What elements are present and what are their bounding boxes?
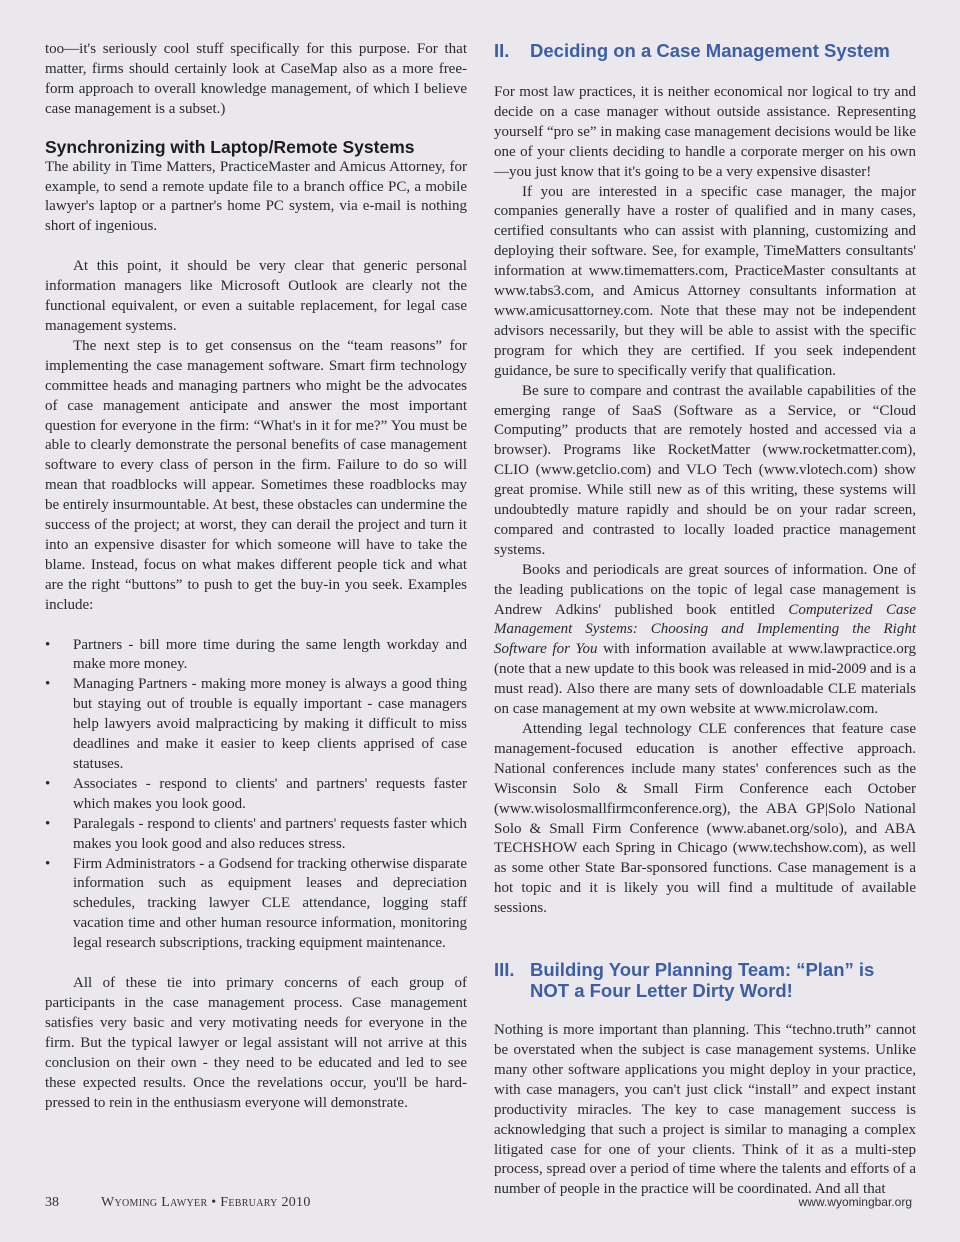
generic-pim-paragraph: At this point, it should be very clear that generic personal information managers like Microsoft Outlook are clearly not the functional equivalent, or even a suitable replacement, for legal case management systems. — [45, 258, 467, 334]
consultants-paragraph: If you are interested in a specific case manager, the major companies generally have a roster of qualified and in many cases, certified consultants who can assist with planning, customizing and deploying their software. See, for example, TimeMatters consultants' information at www.timematters.com, PracticeMaster consultants at www.tabs3.com, and Amicus Attorney consultants information at www.amicusattorney.com. Note that these may not be independent advisors necessarily, but they will be able to assist with the specific program for which they are certified. If you seek independent guidance, be sure to specifically verify that qualification. — [494, 183, 916, 379]
list-item: • Associates - respond to clients' and partners' requests faster which makes you look good. — [45, 775, 467, 812]
conferences-paragraph: Attending legal technology CLE conferences that feature case management-focused education is another effective approach. National conferences include many states' conferences such as the Wisconsin Solo & Small Firm Conference each October (www.wisolosmallfirmconference.org), the ABA GP|Solo National Solo & Small Firm Conference (www.abanet.org/solo), and ABA TECHSHOW each Spring in Chicago (www.techshow.com), as well as some other State Bar-sponsored functions. Case management is a hot topic and it is likely you will find a multitude of available sessions. — [494, 721, 916, 917]
paragraph-gap — [45, 616, 467, 636]
page-number: 38 — [45, 1195, 59, 1210]
bullet-icon: • — [45, 676, 51, 693]
list-item: • Firm Administrators - a Godsend for tracking otherwise disparate information such as equipment leases and depreciation schedules, tracking lawyer CLE attendance, logging staff vacation time and other human resource information, monitoring legal research subscriptions, tracking equipment maintenance. — [45, 855, 467, 952]
benefits-list — [45, 636, 467, 955]
section-number: III. — [494, 959, 515, 981]
list-item: • Partners - bill more time during the same length workday and make more money. — [45, 636, 467, 673]
section-number: II. — [494, 40, 510, 61]
saas-paragraph: Be sure to compare and contrast the available capabilities of the emerging range of SaaS (Software as a Service, or “Cloud Computing” products that are remotely hosted and accessed via a browser). Programs like RocketMatter (www.rocketmatter.com), CLIO (www.getclio.com) and VLO Tech (www.vlotech.com) show great promise. While still new as of this writing, these systems will undoubtedly mature rapidly and should be on your radar screen, compared and contrasted to locally loaded practice management systems. — [494, 382, 916, 558]
bullet-icon: • — [45, 636, 51, 653]
section-heading-deciding — [494, 40, 916, 61]
books-paragraph: Books and periodicals are great sources of information. One of the leading publications on the topic of legal case management is Andrew Adkins' published book entitled Computerized Case Management Systems: Choosing and Implementing the Right Software for You with information available at www.lawpractice.org (note that a new update to this book was released in mid-2009 and is a must read). Also there are many sets of downloadable CLE materials on case management at my own website at www.microlaw.com. — [494, 561, 917, 718]
bullet-icon: • — [45, 815, 51, 832]
planning-paragraph: Nothing is more important than planning. This “techno.truth” cannot be overstated when the subject is case management systems. Unlike many other software applications you might deploy in your practice, with case managers, you can't just click “install” and expect instant productivity miracles. The key to case management success is acknowledging that such a project is similar to managing a complex litigated case for one of your clients. Think of it as a multi-step process, spread over a period of time where the talents and efforts of a number of people in the practice will be coordinated. And all that — [494, 1022, 916, 1198]
bullet-icon: • — [45, 855, 51, 872]
section-heading-planning — [494, 959, 916, 1001]
list-item: • Managing Partners - making more money is always a good thing but staying out of trouble is equally important - case managers help lawyers avoid malpracticing by making it difficult to miss deadlines and make it easier to keep clients apprised of case statuses. — [45, 676, 467, 772]
page-footer — [45, 1195, 912, 1211]
consensus-paragraph: The next step is to get consensus on the “team reasons” for implementing the case management software. Smart firm technology committee heads and managing partners who might be the advocates of case management anticipate and answer the most important question for everyone in the firm: “What's in it for me?” You must be able to clearly demonstrate the personal benefits of case management software to every class of person in the firm. Failure to do so will mean that roadblocks will appear. Sometimes these roadblocks may be entirely insurmountable. At best, these obstacles can undermine the success of the project; at worst, they can derail the project and turn it into an expensive disaster for which someone will have to take the blame. Instead, focus on what makes different people tick and what are the right “buttons” to push to get the buy-in you seek. Examples include: — [45, 337, 467, 613]
law-practices-paragraph: For most law practices, it is neither economical nor logical to try and decide on a case manager without outside assistance. Representing yourself “pro se” in making case management decisions would be like one of your clients deciding to handle a corporate merger on his own—you just know that it's going to be a very expensive disaster! — [494, 84, 916, 180]
section-title: Building Your Planning Team: “Plan” is NOT a Four Letter Dirty Word! — [530, 959, 875, 1002]
book-title: Computerized Case Management Systems: Choosing and Implementing the Right Software for You — [494, 601, 916, 658]
bullet-icon: • — [45, 775, 51, 792]
left-column — [45, 40, 467, 1113]
right-column — [494, 40, 916, 1200]
section-title: Deciding on a Case Management System — [530, 40, 890, 61]
footer-url: www.wyomingbar.org — [798, 1195, 912, 1209]
participants-paragraph: All of these tie into primary concerns of each group of participants in the case management process. Case management satisfies very basic and very motivating needs for everyone in the firm. But the typical lawyer or legal assistant will not arrive at this conclusion on their own - they need to be educated and led to see these expected results. Once the revelations occur, you'll be hard-pressed to rein in the enthusiasm everyone will demonstrate. — [45, 975, 467, 1111]
sync-paragraph: The ability in Time Matters, PracticeMaster and Amicus Attorney, for example, to send a remote update file to a branch office PC, a mobile lawyer's laptop or a partner's home PC system, via e-mail is nothing short of ingenious. — [45, 158, 467, 235]
magazine-issue: Wyoming Lawyer • February 2010 — [101, 1195, 311, 1210]
sync-heading: Synchronizing with Laptop/Remote Systems — [45, 136, 415, 157]
paragraph-gap — [45, 237, 467, 257]
paragraph-gap — [45, 954, 467, 974]
list-item: • Paralegals - respond to clients' and partners' requests faster which makes you look good and also reduces stress. — [45, 815, 467, 852]
intro-paragraph: too—it's seriously cool stuff specifically for this purpose. For that matter, firms should certainly look at CaseMap also as a more free-form approach to overall knowledge management, of which I believe case management is a subset.) — [45, 41, 467, 117]
